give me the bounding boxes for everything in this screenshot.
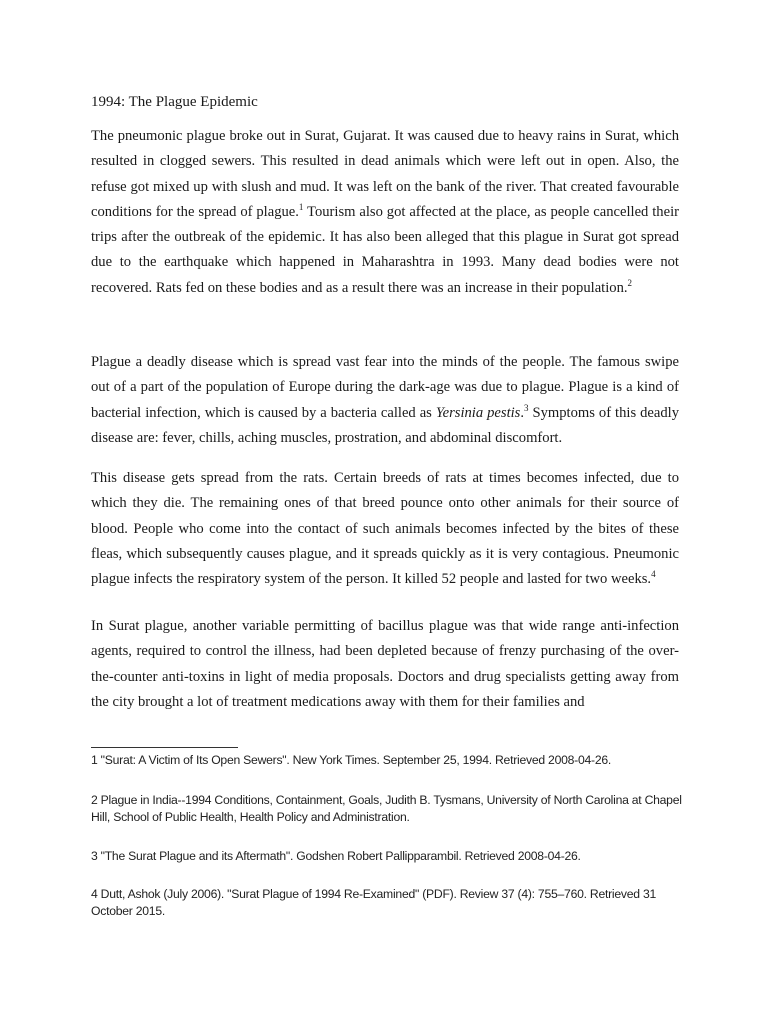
species-name: Yersinia pestis — [435, 404, 521, 421]
paragraph-disease — [91, 350, 679, 451]
footnote-reference: 4 — [651, 569, 656, 580]
document-heading: 1994: The Plague Epidemic — [91, 94, 258, 110]
footnote-reference: 2 — [627, 277, 633, 288]
paragraph-text: The pneumonic plague broke out in Surat, Gujarat. It was caused due to heavy rains in Surat, which resulted in clogged sewers. This resulted in dead animals which were left out in open. Also, the refuse got mixed up with slush and mud. It was left on the bank of the river. That created favourable conditions for the spread of plague. — [91, 128, 679, 220]
paragraph-text: Symptoms of this deadly disease are: fever, chills, aching muscles, prostration, and abdominal discomfort. — [91, 404, 679, 446]
paragraph-text: . — [520, 404, 525, 421]
footnote-4: 4 Dutt, Ashok (July 2006). "Surat Plague of 1994 Re-Examined" (PDF). Review 37 (4): 755–760. Retrieved 31 October 2015. — [91, 887, 656, 918]
footnote-separator — [91, 747, 238, 748]
paragraph-text: Plague a deadly disease which is spread vast fear into the minds of the people. The famous swipe out of a part of the population of Europe during the dark-age was due to plague. Plague is a kind of bacterial infection, which is caused by a bacteria called as — [91, 354, 679, 421]
footnote-1: 1 "Surat: A Victim of Its Open Sewers". New York Times. September 25, 1994. Retrieved 2008-04-26. — [91, 753, 612, 767]
footnote-reference: 1 — [298, 202, 304, 213]
footnote-3: 3 "The Surat Plague and its Aftermath". Godshen Robert Pallipparambil. Retrieved 2008-04-26. — [91, 849, 581, 863]
paragraph-antibiotics: In Surat plague, another variable permitting of bacillus plague was that wide range anti-infection agents, required to control the illness, had been depleted because of frenzy purchasing of the over-the-counter anti-toxins in light of media proposals. Doctors and drug specialists getting away from the city brought a lot of treatment medications away with them for their families and — [91, 618, 679, 710]
paragraph-transmission — [91, 466, 679, 592]
footnote-2: 2 Plague in India--1994 Conditions, Containment, Goals, Judith B. Tysmans, University of North Carolina at Chapel Hill, School of Public Health, Health Policy and Administration. — [91, 793, 682, 824]
paragraph-outbreak — [91, 124, 679, 301]
paragraph-text: This disease gets spread from the rats. Certain breeds of rats at times becomes infected, due to which they die. The remaining ones of that breed pounce onto other animals for their source of blood. People who come into the contact of such animals becomes infected by the bites of these fleas, which subsequently causes plague, and it spreads quickly as it is very contagious. Pneumonic plague infects the respiratory system of the person. It killed 52 people and lasted for two weeks. — [91, 470, 679, 588]
footnote-reference: 3 — [524, 402, 529, 413]
paragraph-continuation-clip — [91, 614, 679, 742]
paragraph-text: Tourism also got affected at the place, as people cancelled their trips after the outbreak of the epidemic. It has also been alleged that this plague in Surat got spread due to the earthquake which happened in Maharashtra in 1993. Many dead bodies were not recovered. Rats fed on these bodies and as a result there was an increase in their population. — [91, 203, 679, 296]
